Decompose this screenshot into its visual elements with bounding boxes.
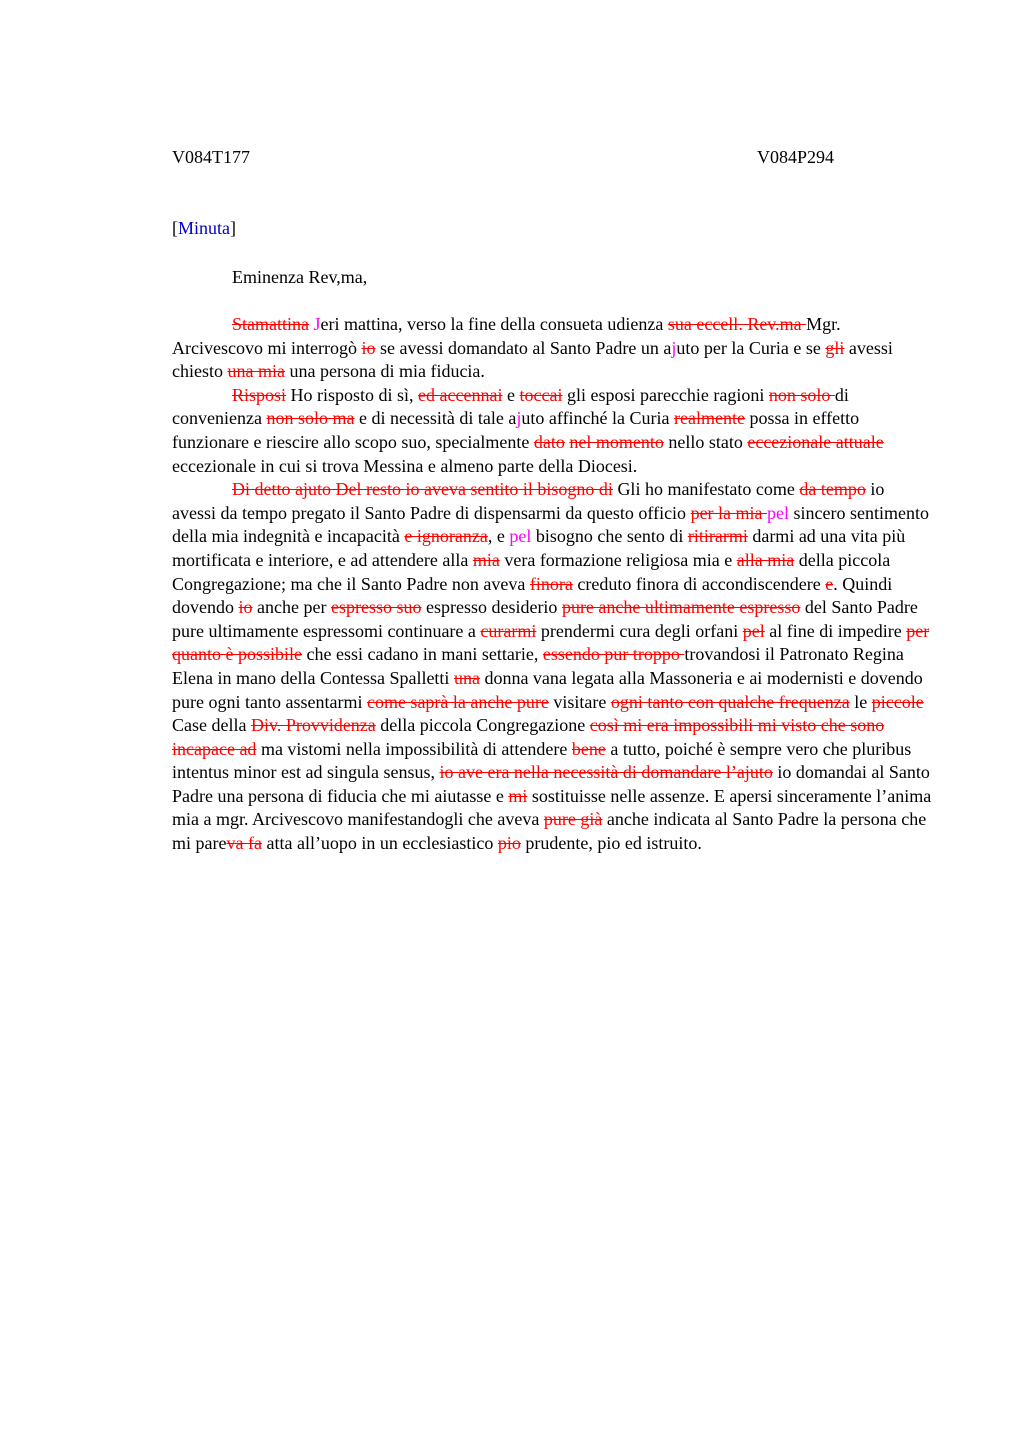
deleted-text: non solo (768, 384, 835, 405)
text-run: sostituisse nelle assenze. E apersi sinceramente l’anima mia a mgr. Arcivescovo manifestandogli che aveva (172, 785, 932, 830)
text-run: trovandosi il Patronato Regina Elena in mano della Contessa Spalletti (172, 644, 904, 688)
text-run: ma vistomi nella impossibilità di attendere (256, 738, 572, 759)
text-run: creduto finora di accondiscendere (572, 573, 826, 594)
deleted-text: come saprà la anche pure (366, 691, 549, 712)
deleted-text: eccezionale attuale (747, 431, 884, 452)
text-run: prudente, pio ed istruito. (520, 833, 702, 854)
document-code-left: V084T177 (172, 147, 250, 167)
deleted-text: finora (529, 573, 573, 594)
text-run: anche indicata al Santo Padre la persona che mi pare (172, 809, 927, 854)
deleted-text: curarmi (480, 620, 537, 641)
deleted-text: realmente (674, 408, 745, 429)
text-run: e di necessità di tale a (354, 408, 517, 429)
text-run: uto per la Curia e se (676, 337, 826, 358)
deleted-text: io (238, 597, 253, 618)
deleted-text: pio (497, 833, 521, 854)
deleted-text: una mia (227, 361, 285, 382)
text-run: di convenienza (172, 384, 849, 429)
deleted-text: toccai (519, 384, 563, 405)
inserted-text: pel (509, 526, 532, 547)
deleted-text: io ave era nella necessità di domandare l’ajuto (439, 762, 773, 783)
text-run: Mgr. Arcivescovo mi interrogò (172, 314, 841, 358)
deleted-text: così mi era impossibili mi visto che sono incapace ad (172, 715, 885, 759)
deleted-text: io (361, 337, 376, 358)
deleted-text: Stamattina (232, 314, 309, 334)
deleted-text: per la mia (690, 502, 768, 523)
deleted-text: pure anche ultimamente espresso (561, 597, 801, 618)
text-run: prendermi cura degli orfani (536, 620, 743, 641)
text-run: darmi ad una vita più mortificata e interiore, e ad attendere alla (172, 526, 906, 570)
text-run: visitare (548, 691, 611, 712)
deleted-text: alla mia (736, 549, 795, 570)
inserted-text: j (516, 408, 522, 429)
deleted-text: pure già (543, 809, 603, 830)
deleted-text: espresso suo (330, 597, 422, 618)
letter-body (172, 313, 932, 856)
text-run: io domandai al Santo Padre una persona di fiducia che mi aiutasse e (172, 762, 930, 806)
text-run: se avessi domandato al Santo Padre un a (375, 337, 672, 358)
deleted-text: e ignoranza (404, 526, 488, 547)
deleted-text: una (453, 667, 480, 688)
deleted-text: nel momento (569, 431, 664, 452)
text-run: a tutto, poiché è sempre vero che pluribus intentus minor est ad singula sensus, (172, 738, 912, 783)
deleted-text: ritirarmi (687, 526, 748, 547)
deleted-text: va fa (226, 833, 262, 854)
text-run: avessi chiesto (172, 337, 893, 382)
text-run: gli esposi parecchie ragioni (562, 384, 769, 405)
deleted-text: e (825, 573, 834, 594)
text-run: Gli ho manifestato come (612, 479, 800, 500)
text-run: anche per (252, 597, 331, 618)
bracket-open: [ (172, 218, 178, 238)
deleted-text: ogni tanto con qualche frequenza (610, 691, 850, 712)
deleted-text: sua eccell. Rev.ma (667, 314, 807, 334)
text-run: . Quindi dovendo (172, 573, 893, 618)
deleted-text: pel (742, 620, 765, 641)
text-run: le (849, 691, 872, 712)
document-code-right: V084P294 (757, 147, 835, 167)
text-run: uto affinché la Curia (521, 408, 675, 429)
deleted-text: mi (508, 785, 528, 806)
text-run: al fine di impedire (764, 620, 907, 641)
deleted-text: Div. Provvidenza (250, 715, 376, 736)
text-run: che essi cadano in mani settarie, (301, 644, 543, 665)
deleted-text: mia (472, 549, 500, 570)
text-run: del Santo Padre pure ultimamente espressomi continuare a (172, 597, 918, 641)
text-run: eri mattina, verso la fine della consueta udienza (320, 314, 668, 334)
deleted-text: bene (571, 738, 606, 759)
text-run: eccezionale in cui si trova Messina e almeno parte della Diocesi. (172, 455, 638, 476)
text-run: una persona di mia fiducia. (284, 361, 485, 382)
minuta-word: Minuta (178, 218, 230, 238)
text-run: donna vana legata alla Massoneria e ai modernisti e dovendo pure ogni tanto assentarmi (172, 667, 923, 712)
text-run: vera formazione religiosa mia e (499, 549, 737, 570)
paragraph (172, 478, 932, 856)
text-run: atta all’uopo in un ecclesiastico (261, 833, 498, 854)
inserted-text: pel (767, 502, 790, 523)
text-run: della piccola Congregazione (375, 715, 590, 736)
text-run: Case della (172, 715, 251, 736)
text-run: sincero sentimento della mia indegnità e incapacità (172, 502, 929, 547)
inserted-text: J (313, 314, 321, 334)
paragraph (172, 384, 932, 478)
text-run: bisogno che sento di (531, 526, 688, 547)
text-run: espresso desiderio (421, 597, 562, 618)
deleted-text: essendo pur troppo (542, 644, 685, 665)
deleted-text: Di detto ajuto Del resto io aveva sentito il bisogno di (232, 479, 613, 500)
text-run: nello stato (663, 431, 748, 452)
deleted-text: ed accennai (418, 384, 503, 405)
text-run: possa in effetto funzionare e riescire allo scopo suo, specialmente (172, 408, 860, 452)
deleted-text: da tempo (799, 479, 866, 500)
salutation: Eminenza Rev,ma, (232, 267, 368, 287)
text-run: della piccola Congregazione; ma che il Santo Padre non aveva (172, 549, 891, 594)
paragraph (172, 313, 932, 384)
text-run: Ho risposto di sì, (286, 384, 419, 405)
inserted-text: j (671, 337, 677, 358)
deleted-text: piccole (871, 691, 924, 712)
text-run: e (502, 384, 520, 405)
deleted-text: per quanto è possibile (172, 620, 930, 665)
minuta-label (172, 217, 236, 241)
deleted-text: dato (533, 431, 565, 452)
text-run: , e (487, 526, 510, 547)
deleted-text: Risposi (232, 384, 287, 405)
deleted-text: non solo ma (266, 408, 355, 429)
bracket-close: ] (230, 218, 236, 238)
text-run: io avessi da tempo pregato il Santo Padre di dispensarmi da questo officio (172, 479, 885, 523)
deleted-text: gli (825, 337, 845, 358)
